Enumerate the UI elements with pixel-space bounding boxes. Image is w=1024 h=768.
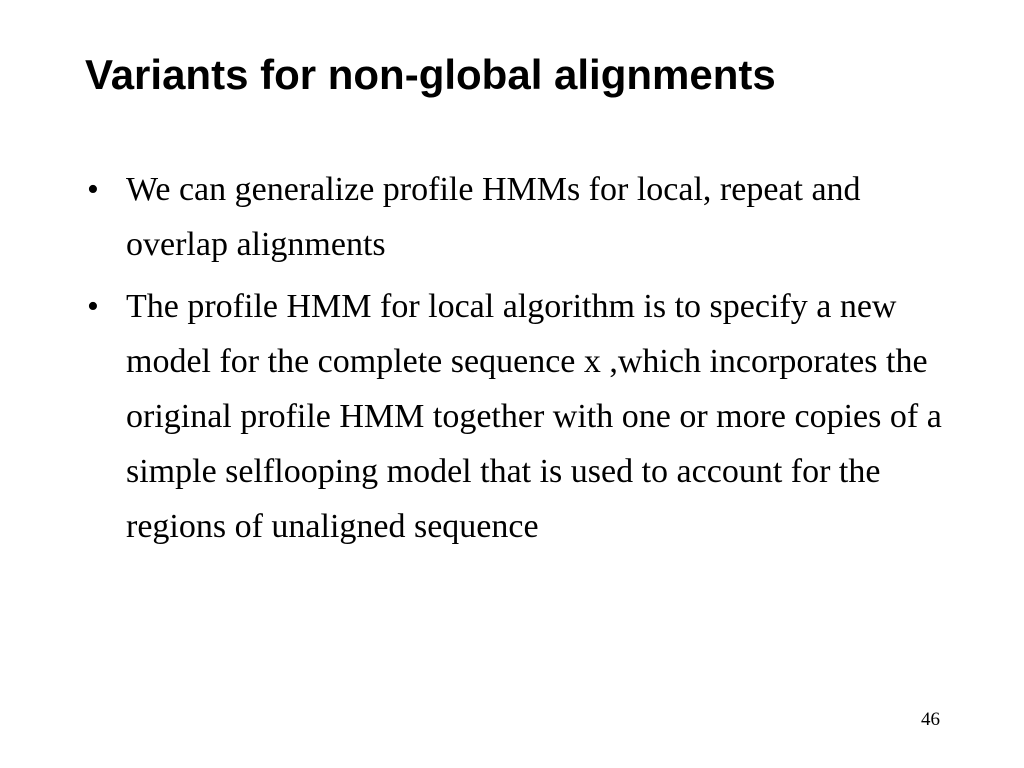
page-number: 46 <box>921 709 940 730</box>
bullet-text: The profile HMM for local algorithm is to specify a new model for the complete sequence x ,which incorporates the original profile HMM together with one or more copies of a simple selflooping model that is used to account for the regions of unaligned sequence <box>126 288 942 545</box>
bullet-dot-icon: • <box>87 171 99 208</box>
bullet-dot-icon: • <box>87 288 99 325</box>
bullet-text: We can generalize profile HMMs for local, repeat and overlap alignments <box>126 171 861 263</box>
bullet-item-local-algorithm <box>85 279 945 554</box>
slide-title: Variants for non-global alignments <box>85 51 776 98</box>
bullet-list <box>85 162 945 561</box>
bullet-item-generalize <box>85 162 945 272</box>
